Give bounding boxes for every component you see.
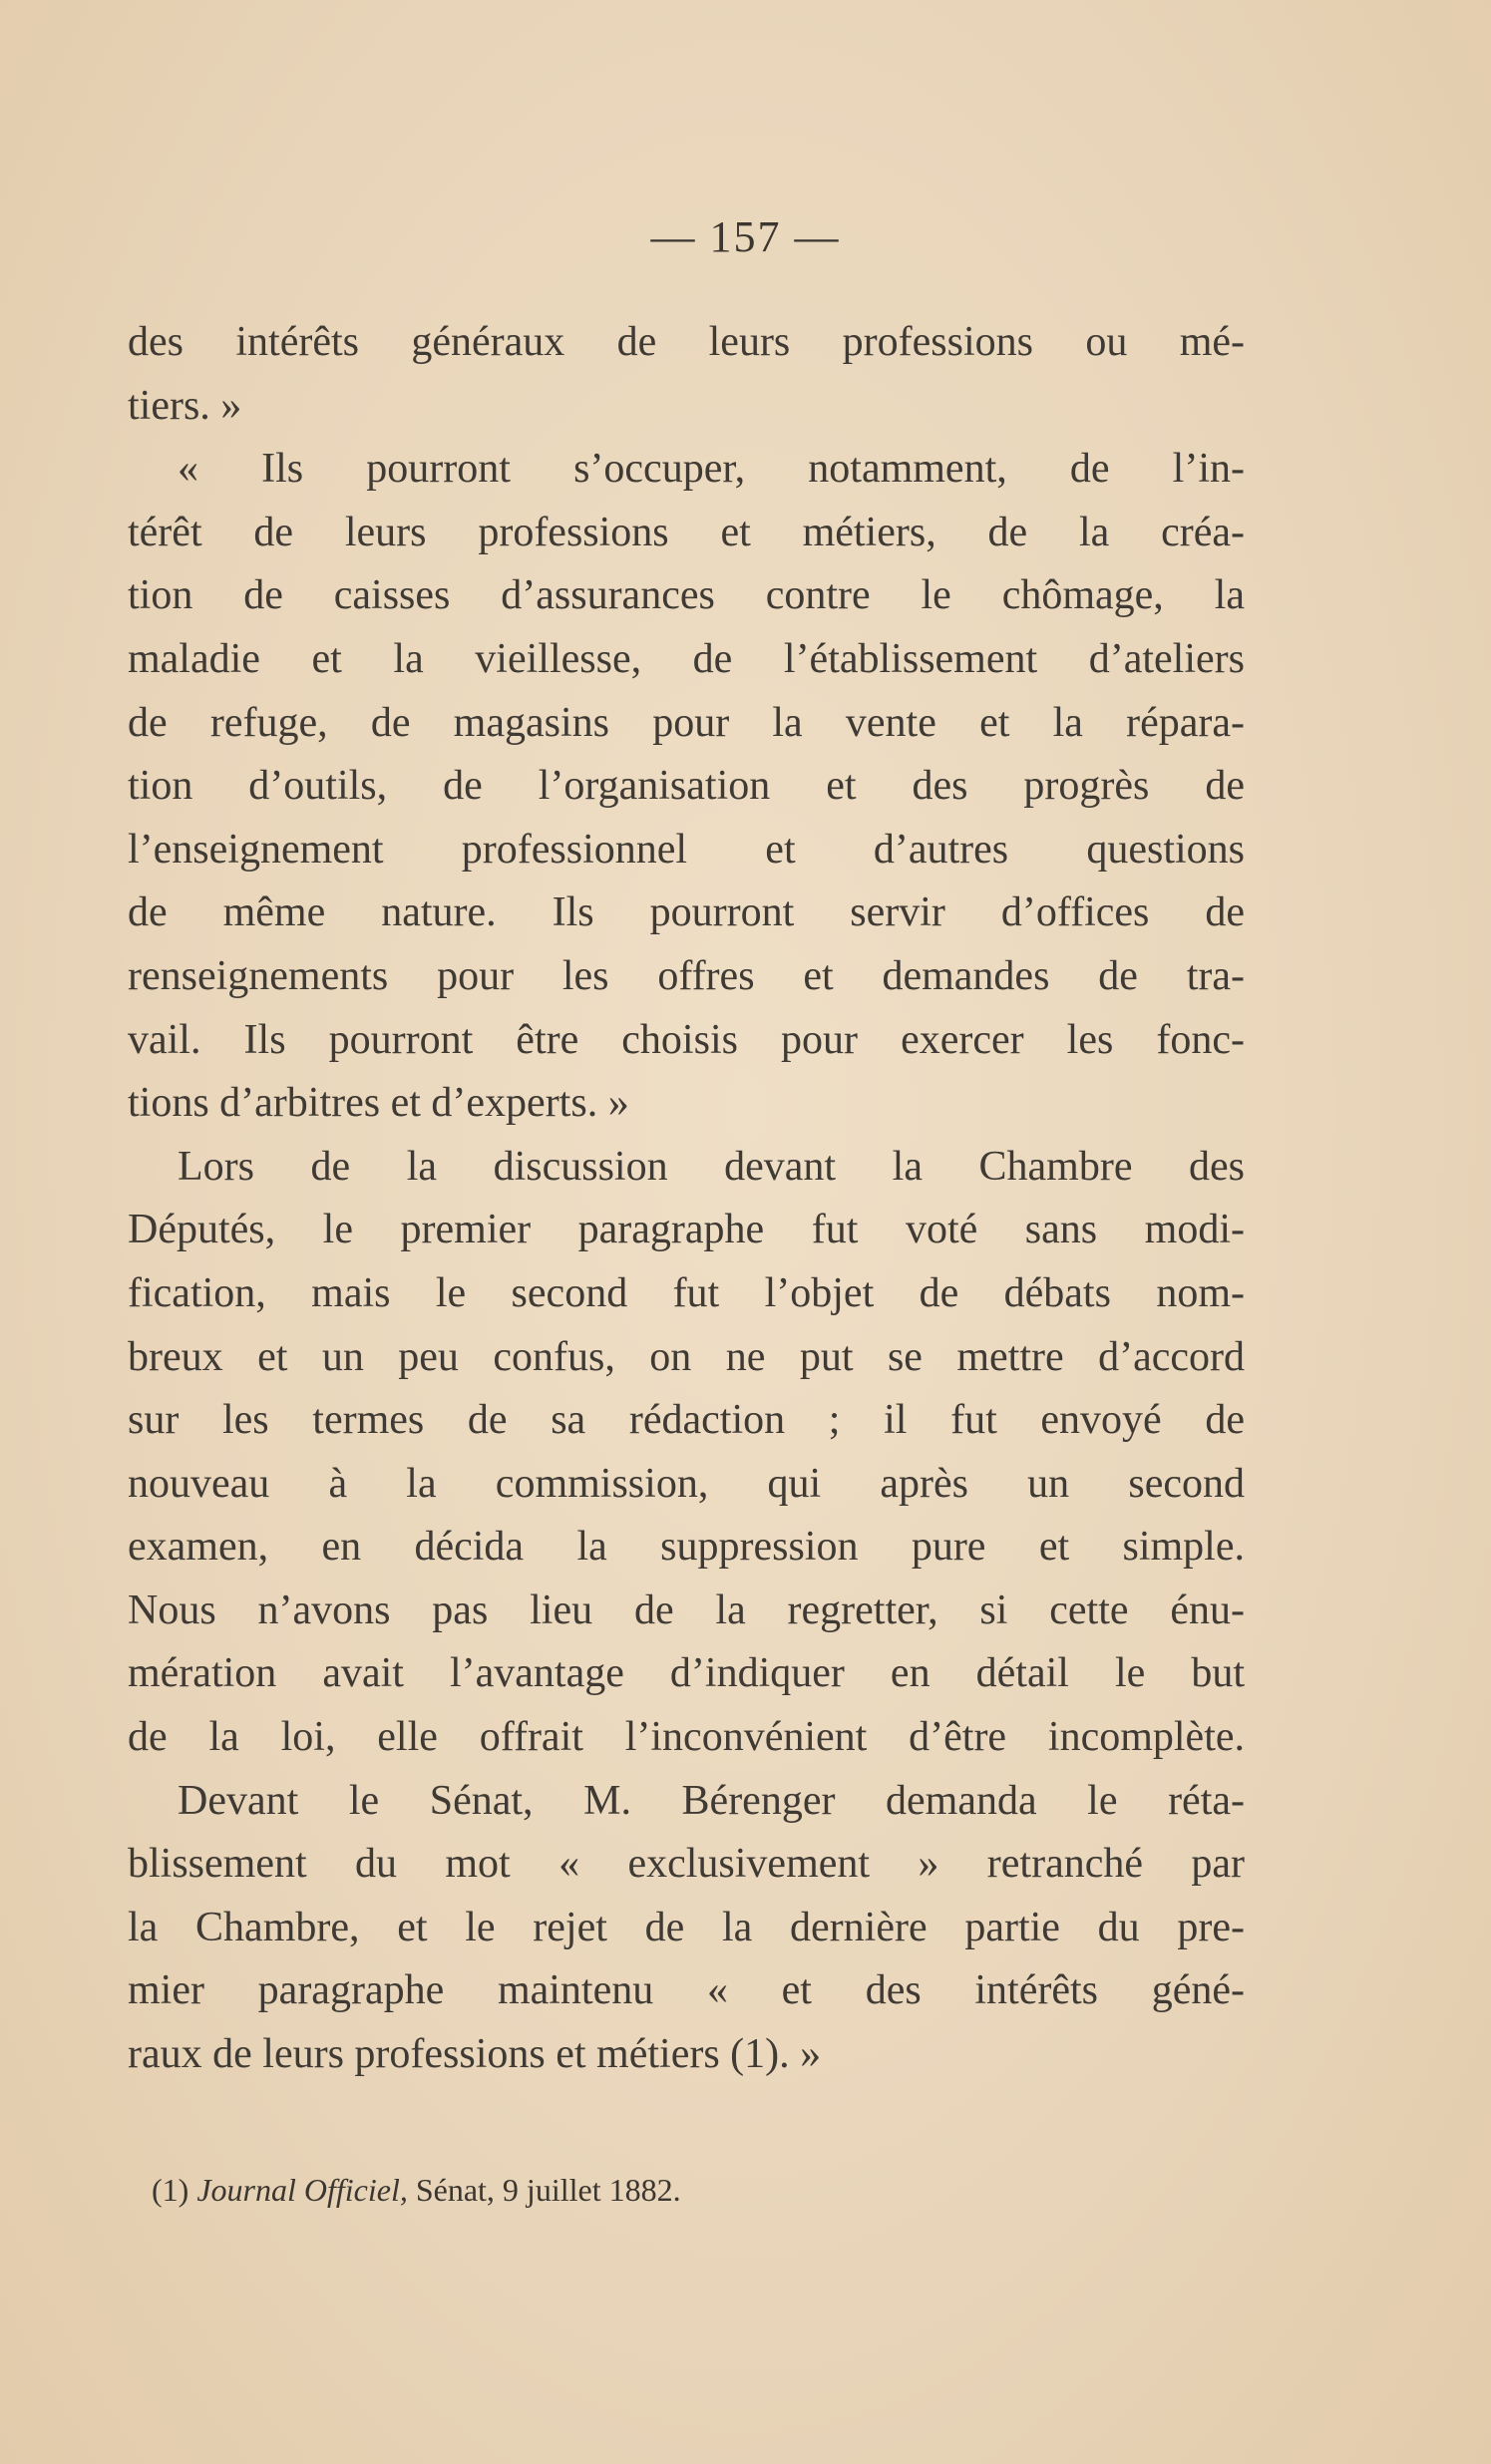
text-line: Lors de la discussion devant la Chambre des [178,1143,1245,1190]
text-line: mération avait l’avantage d’indiquer en détail le but [128,1650,1245,1697]
text-line: fication, mais le second fut l’objet de débats nom- [128,1269,1245,1316]
footnote [152,2172,681,2209]
text-line: des intérêts généraux de leurs professions ou mé- [128,319,1245,365]
text-line: mier paragraphe maintenu « et des intérêts géné- [128,1967,1245,2014]
footnote-text: Sénat, 9 juillet 1882. [415,2172,681,2208]
text-line: sur les termes de sa rédaction ; il fut envoyé de [128,1397,1245,1444]
text-line: blissement du mot « exclusivement » retranché par [128,1841,1245,1888]
text-line: tion d’outils, de l’organisation et des progrès de [128,763,1245,810]
text-line: de refuge, de magasins pour la vente et la répara- [128,699,1245,746]
text-line: tions d’arbitres et d’experts. » [128,1080,629,1127]
text-line: vail. Ils pourront être choisis pour exercer les fonc- [128,1016,1245,1063]
text-line: tiers. » [128,382,242,429]
text-line: maladie et la vieillesse, de l’établissement d’ateliers [128,635,1245,682]
text-line: breux et un peu confus, on ne put se mettre d’accord [128,1333,1245,1380]
text-line: examen, en décida la suppression pure et simple. [128,1524,1245,1571]
text-line: « Ils pourront s’occuper, notamment, de l’in- [178,446,1245,493]
text-line: Devant le Sénat, M. Bérenger demanda le réta- [178,1777,1245,1824]
body-text [128,311,1245,2087]
text-line: raux de leurs professions et métiers (1). » [128,2031,822,2078]
text-line: tion de caisses d’assurances contre le chômage, la [128,572,1245,619]
text-line: Nous n’avons pas lieu de la regretter, si cette énu- [128,1586,1245,1633]
text-line: l’enseignement professionnel et d’autres questions [128,826,1245,873]
text-line: renseignements pour les offres et demandes de tra- [128,952,1245,999]
text-line: nouveau à la commission, qui après un second [128,1460,1245,1507]
text-line: la Chambre, et le rejet de la dernière partie du pre- [128,1904,1245,1950]
text-line: Députés, le premier paragraphe fut voté sans modi- [128,1207,1245,1253]
footnote-source: Journal Officiel, [196,2172,408,2208]
text-line: de même nature. Ils pourront servir d’offices de [128,889,1245,936]
text-line: térêt de leurs professions et métiers, de la créa- [128,509,1245,555]
footnote-marker: (1) [152,2172,189,2208]
page-number: — 157 — [650,212,841,261]
text-line: de la loi, elle offrait l’inconvénient d’être incomplète. [128,1714,1245,1761]
